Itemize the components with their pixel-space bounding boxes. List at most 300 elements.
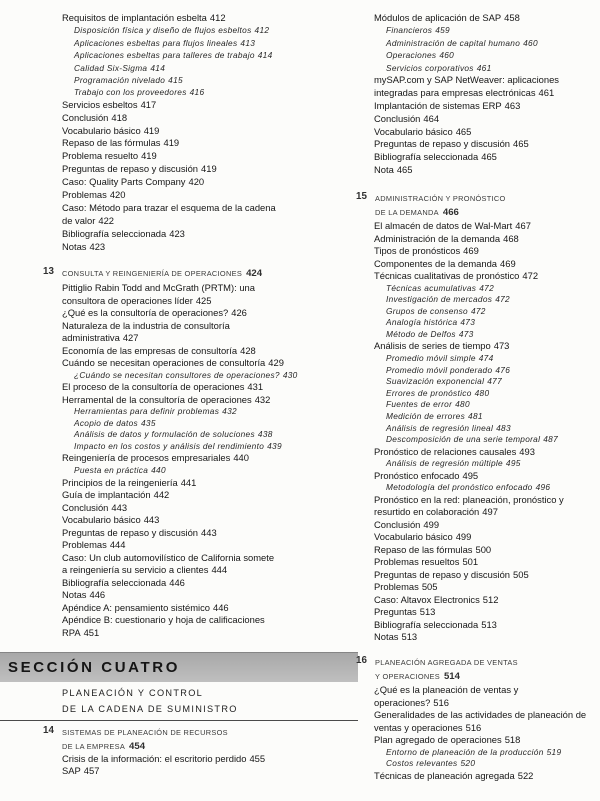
toc-entry — [374, 245, 564, 258]
entry-title: Vocabulario básico — [62, 514, 141, 526]
entry-page-number: 419 — [143, 124, 160, 136]
toc-entry — [374, 684, 586, 697]
entry-title: Método de Delfos — [386, 328, 456, 339]
entry-title: Puesta en práctica — [74, 464, 149, 475]
toc-entry — [374, 544, 564, 557]
entry-page-number: 413 — [240, 37, 256, 48]
toc-subentry — [62, 24, 276, 36]
toc-subentry — [374, 388, 564, 400]
toc-subentry — [374, 294, 564, 306]
entry-title: Conclusión — [62, 111, 109, 123]
toc-entry — [62, 753, 265, 766]
section-title-line: DE LA CADENA DE SUMINISTRO — [62, 704, 238, 714]
entry-page-number: 438 — [257, 429, 273, 440]
entry-title: Conclusión — [62, 501, 109, 513]
toc-entry — [62, 345, 298, 358]
entry-title: Programación nivelado — [74, 74, 166, 85]
section-divider — [0, 720, 358, 721]
toc-entry — [62, 282, 298, 295]
entry-title: Caso: Método para trazar el esquema de la cadena — [62, 201, 276, 213]
toc-entry — [374, 770, 586, 783]
entry-title: Promedio móvil ponderado — [386, 364, 493, 375]
toc-subentry — [62, 406, 298, 418]
toc-entry — [62, 295, 298, 308]
entry-page-number: 415 — [168, 74, 183, 85]
toc-entry — [374, 631, 564, 644]
entry-title: Medición de errores — [386, 410, 466, 421]
entry-title: Técnicas cualitativas de pronóstico — [374, 270, 520, 281]
entry-page-number: 476 — [495, 364, 511, 375]
toc-entry — [62, 99, 276, 112]
entry-page-number: 495 — [462, 469, 479, 481]
entry-page-number: 505 — [513, 568, 529, 580]
toc-entry — [374, 619, 564, 632]
entry-title: Operaciones — [386, 50, 437, 61]
entry-title: Técnicas acumulativas — [386, 282, 477, 293]
entry-title: Aplicaciones esbeltas para talleres de trabajo — [74, 50, 255, 61]
entry-page-number: 473 — [458, 328, 474, 339]
entry-page-number: 460 — [523, 37, 538, 48]
toc-entry — [62, 357, 298, 370]
toc-entry — [374, 531, 564, 544]
entry-page-number: 446 — [169, 576, 185, 588]
toc-entry — [62, 163, 276, 176]
entry-page-number: 467 — [515, 220, 531, 231]
entry-title: Pronóstico de relaciones causales — [374, 445, 517, 457]
entry-page-number: 513 — [481, 618, 497, 630]
chapter-14-entries — [62, 753, 265, 778]
entry-title: El almacén de datos de Wal-Mart — [374, 220, 513, 231]
toc-entry — [374, 494, 564, 507]
chapter-14-heading — [43, 724, 228, 752]
entry-title: Grupos de consenso — [386, 305, 468, 316]
entry-title: Guía de implantación — [62, 489, 151, 501]
entry-title: Preguntas de repaso y discusión — [62, 526, 199, 538]
chapter-number: 13 — [43, 266, 54, 277]
toc-entry — [62, 307, 298, 320]
toc-entry — [62, 241, 276, 254]
entry-page-number: 493 — [519, 445, 535, 457]
toc-subentry — [374, 49, 559, 61]
entry-page-number: 469 — [500, 257, 516, 269]
entry-title: Análisis de series de tiempo — [374, 340, 491, 352]
toc-entry — [62, 577, 298, 590]
toc-subentry — [62, 62, 276, 74]
entry-page-number: 444 — [109, 539, 126, 551]
entry-page-number: 426 — [231, 307, 247, 318]
toc-subentry — [374, 482, 564, 494]
entry-title: Repaso de las fórmulas — [374, 543, 473, 555]
entry-page-number: 480 — [455, 399, 470, 410]
toc-subentry — [374, 37, 559, 49]
toc-subentry — [62, 441, 298, 453]
entry-page-number: 444 — [211, 564, 228, 576]
entry-title: Notas — [374, 631, 399, 643]
toc-subentry — [62, 465, 298, 477]
entry-page-number: 443 — [111, 501, 128, 513]
entry-page-number: 414 — [257, 50, 273, 61]
toc-entry — [62, 564, 298, 577]
entry-page-number: 451 — [83, 626, 100, 638]
entry-title: Preguntas de repaso y discusión — [374, 138, 511, 150]
entry-title: Descomposición de una serie temporal — [386, 434, 541, 445]
entry-page-number: 495 — [505, 458, 521, 469]
entry-page-number: 500 — [475, 543, 492, 555]
entry-title: Apéndice B: cuestionario y hoja de calificaciones — [62, 614, 265, 626]
toc-entry — [62, 452, 298, 465]
entry-page-number: 481 — [468, 410, 483, 421]
chapter-page-number: 424 — [246, 268, 263, 279]
toc-entry — [374, 74, 559, 87]
entry-page-number: 429 — [268, 357, 284, 368]
entry-title: Problemas — [374, 581, 419, 593]
entry-title: Analogía histórica — [386, 317, 458, 328]
toc-entry — [62, 394, 298, 407]
toc-entry — [374, 556, 564, 569]
toc-entry — [62, 381, 298, 394]
entry-page-number: 420 — [109, 188, 126, 200]
entry-title: Caso: Altavox Electronics — [374, 593, 480, 605]
toc-entry — [62, 502, 298, 515]
chapter-13-entries — [62, 282, 298, 639]
entry-page-number: 520 — [460, 758, 476, 769]
entry-title: Conclusión — [374, 112, 421, 124]
entry-title: Análisis de datos y formulación de soluciones — [74, 429, 255, 440]
chapter-heading-line — [43, 265, 263, 279]
entry-page-number: 412 — [254, 25, 270, 36]
entry-page-number: 423 — [169, 227, 185, 239]
entry-page-number: 463 — [504, 99, 521, 111]
entry-page-number: 460 — [439, 50, 455, 61]
chapter-number: 14 — [43, 725, 54, 736]
entry-title: Herramental de la consultoría de operaciones — [62, 393, 252, 405]
entry-title: Aplicaciones esbeltas para flujos lineales — [74, 37, 238, 48]
entry-page-number: 513 — [419, 606, 436, 618]
toc-subentry — [62, 49, 276, 61]
entry-page-number: 473 — [460, 317, 476, 328]
toc-entry — [62, 112, 276, 125]
entry-title: Problema resuelto — [62, 150, 139, 162]
entry-title: Preguntas de repaso y discusión — [374, 568, 511, 580]
entry-title: consultora de operaciones líder — [62, 294, 193, 306]
entry-page-number: 474 — [478, 352, 494, 363]
toc-entry — [62, 614, 298, 627]
entry-page-number: 516 — [433, 696, 449, 708]
entry-page-number: 419 — [141, 150, 157, 162]
entry-page-number: 473 — [493, 340, 510, 352]
entry-page-number: 461 — [476, 62, 492, 73]
entry-title: Cuándo se necesitan operaciones de consultoría — [62, 357, 266, 368]
entry-page-number: 425 — [195, 294, 212, 306]
entry-title: Plan agregado de operaciones — [374, 734, 502, 745]
entry-title: Preguntas de repaso y discusión — [62, 163, 199, 175]
toc-subentry — [374, 317, 564, 329]
entry-title: Pittiglio Rabin Todd and McGrath (PRTM): una — [62, 282, 255, 293]
entry-page-number: 512 — [482, 593, 499, 605]
entry-title: Problemas — [62, 188, 107, 200]
toc-entry — [374, 220, 564, 233]
chapter-14-entries-continued — [374, 12, 559, 178]
chapter-page-number: 466 — [442, 207, 459, 218]
toc-entry — [62, 527, 298, 540]
toc-entry — [62, 589, 298, 602]
entry-page-number: 472 — [495, 294, 510, 305]
chapter-page-number: 454 — [129, 741, 146, 752]
entry-page-number: 440 — [151, 464, 166, 475]
toc-entry — [62, 489, 298, 502]
chapter-title: ADMINISTRACIÓN Y PRONÓSTICO — [375, 194, 506, 203]
entry-title: Pronóstico en la red: planeación, pronóstico y — [374, 493, 564, 505]
toc-entry — [374, 270, 564, 283]
toc-entry — [374, 697, 586, 710]
entry-title: resurtido en colaboración — [374, 506, 480, 518]
entry-page-number: 458 — [504, 11, 520, 23]
entry-page-number: 497 — [482, 506, 498, 518]
entry-title: Nota — [374, 164, 394, 176]
entry-title: Conclusión — [374, 518, 421, 530]
entry-page-number: 465 — [455, 125, 472, 137]
entry-page-number: 417 — [140, 98, 157, 110]
chapter-heading-line — [375, 668, 518, 682]
entry-page-number: 468 — [503, 232, 519, 244]
entry-page-number: 457 — [83, 765, 100, 776]
entry-title: de valor — [62, 214, 96, 226]
entry-page-number: 455 — [249, 752, 266, 764]
entry-page-number: 419 — [201, 163, 217, 175]
chapter-heading-line — [375, 204, 506, 218]
entry-title: Vocabulario básico — [374, 125, 453, 137]
entry-page-number: 446 — [89, 589, 106, 601]
toc-entry — [62, 125, 276, 138]
entry-page-number: 483 — [496, 422, 511, 433]
toc-entry — [374, 151, 559, 164]
toc-entry — [374, 606, 564, 619]
toc-entry — [374, 164, 559, 177]
toc-subentry — [374, 365, 564, 377]
toc-entry — [374, 12, 559, 25]
entry-page-number: 446 — [213, 601, 229, 613]
entry-page-number: 496 — [535, 482, 551, 493]
entry-title: Problemas resueltos — [374, 556, 460, 568]
toc-subentry — [374, 306, 564, 318]
entry-page-number: 477 — [487, 376, 502, 387]
entry-page-number: 432 — [222, 406, 237, 417]
entry-page-number: 430 — [282, 369, 298, 380]
toc-entry — [62, 150, 276, 163]
entry-page-number: 465 — [481, 151, 497, 163]
entry-title: El proceso de la consultoría de operaciones — [62, 381, 245, 393]
toc-subentry — [374, 458, 564, 470]
toc-subentry — [374, 329, 564, 341]
toc-entry — [62, 189, 276, 202]
toc-entry — [62, 228, 276, 241]
entry-page-number: 443 — [143, 514, 160, 526]
entry-page-number: 465 — [396, 164, 413, 176]
entry-title: Suavización exponencial — [386, 376, 485, 387]
entry-title: Técnicas de planeación agregada — [374, 769, 515, 781]
entry-page-number: 519 — [546, 746, 562, 757]
toc-entry — [62, 477, 298, 490]
toc-subentry — [374, 434, 564, 446]
entry-title: Errores de pronóstico — [386, 387, 472, 398]
entry-title: integradas para empresas electrónicas — [374, 86, 536, 98]
toc-subentry — [62, 418, 298, 430]
toc-subentry — [374, 399, 564, 411]
entry-title: Bibliografía seleccionada — [62, 227, 167, 239]
entry-page-number: 522 — [517, 769, 534, 781]
entry-page-number: 499 — [423, 518, 440, 530]
toc-entry — [374, 138, 559, 151]
entry-title: Caso: Un club automovilístico de California somete — [62, 551, 275, 563]
toc-entry — [374, 87, 559, 100]
entry-page-number: 459 — [435, 25, 450, 36]
entry-title: Análisis de regresión lineal — [386, 422, 494, 433]
entry-page-number: 423 — [89, 240, 106, 252]
entry-title: Promedio móvil simple — [386, 352, 476, 363]
entry-title: Administración de la demanda — [374, 232, 501, 244]
toc-entry — [374, 581, 564, 594]
entry-title: ¿Qué es la planeación de ventas y — [374, 684, 519, 695]
chapter-title: DE LA EMPRESA — [62, 742, 126, 751]
entry-title: ¿Qué es la consultoría de operaciones? — [62, 307, 229, 318]
toc-entry — [62, 514, 298, 527]
entry-title: Repaso de las fórmulas — [62, 137, 161, 149]
toc-subentry — [374, 747, 586, 759]
toc-entry — [374, 506, 564, 519]
toc-entry — [62, 765, 265, 778]
entry-title: Bibliografía seleccionada — [374, 151, 479, 163]
chapter-13-heading — [43, 265, 263, 279]
entry-title: Acopio de datos — [74, 417, 139, 428]
entry-title: Administración de capital humano — [386, 37, 521, 48]
entry-page-number: 418 — [111, 111, 128, 123]
toc-subentry — [374, 353, 564, 365]
entry-page-number: 505 — [421, 581, 438, 593]
entry-page-number: 472 — [470, 305, 486, 316]
entry-page-number: 412 — [209, 11, 226, 23]
entry-page-number: 499 — [455, 531, 472, 543]
entry-title: RPA — [62, 626, 81, 638]
toc-subentry — [62, 429, 298, 441]
entry-title: Disposición física y diseño de flujos esbeltos — [74, 25, 252, 36]
chapter-heading-line — [62, 738, 228, 752]
entry-page-number: 513 — [401, 631, 418, 643]
entry-title: Servicios esbeltos — [62, 98, 138, 110]
entry-title: Vocabulario básico — [374, 531, 453, 543]
entry-page-number: 414 — [150, 62, 166, 73]
entry-title: Trabajo con los proveedores — [74, 87, 187, 98]
toc-entry — [62, 627, 298, 640]
entry-page-number: 443 — [201, 526, 217, 538]
chapter-16-heading — [356, 654, 518, 682]
chapter-16-entries — [374, 684, 586, 782]
entry-page-number: 461 — [538, 86, 555, 98]
toc-entry — [374, 709, 586, 722]
chapter-number: 15 — [356, 191, 367, 202]
entry-title: Requisitos de implantación esbelta — [62, 11, 207, 23]
entry-page-number: 439 — [267, 440, 282, 451]
entry-page-number: 428 — [240, 344, 256, 356]
entry-title: Componentes de la demanda — [374, 257, 498, 269]
entry-page-number: 469 — [463, 245, 479, 256]
entry-title: Economía de las empresas de consultoría — [62, 344, 238, 356]
toc-entry — [374, 340, 564, 353]
entry-title: Fuentes de error — [386, 399, 453, 410]
entry-title: Problemas — [62, 539, 107, 551]
toc-subentry — [62, 74, 276, 86]
toc-entry — [374, 734, 586, 747]
chapter-15-entries — [374, 220, 564, 644]
entry-page-number: 487 — [543, 434, 558, 445]
entry-page-number: 441 — [180, 476, 197, 488]
section-banner — [0, 652, 358, 682]
entry-title: Servicios corporativos — [386, 62, 474, 73]
chapter-title: DE LA DEMANDA — [375, 208, 439, 217]
toc-entry — [374, 722, 586, 735]
toc-subentry — [62, 370, 298, 382]
entry-page-number: 416 — [189, 87, 205, 98]
chapter-15-heading — [356, 190, 506, 218]
entry-page-number: 518 — [504, 734, 521, 745]
toc-subentry — [374, 283, 564, 295]
entry-title: Módulos de aplicación de SAP — [374, 11, 502, 23]
toc-entry — [62, 552, 298, 565]
entry-title: Costos relevantes — [386, 758, 458, 769]
entry-title: Reingeniería de procesos empresariales — [62, 452, 231, 464]
entry-title: Entorno de planeación de la producción — [386, 746, 544, 757]
chapter-heading-line — [356, 654, 518, 668]
entry-page-number: 419 — [163, 137, 180, 149]
entry-title: Análisis de regresión múltiple — [386, 458, 503, 469]
entry-title: Principios de la reingeniería — [62, 476, 178, 488]
entry-title: ¿Cuándo se necesitan consultores de operaciones? — [74, 369, 280, 380]
chapter-title: PLANEACIÓN AGREGADA DE VENTAS — [375, 658, 518, 667]
entry-page-number: 465 — [513, 138, 529, 150]
toc-entry — [62, 137, 276, 150]
entry-title: Tipos de pronósticos — [374, 245, 461, 256]
toc-entry — [374, 258, 564, 271]
entry-title: Crisis de la información: el escritorio perdido — [62, 752, 247, 764]
entry-page-number: 427 — [122, 332, 139, 343]
entry-page-number: 422 — [98, 214, 115, 226]
entry-title: operaciones? — [374, 696, 431, 708]
entry-title: Pronóstico enfocado — [374, 469, 460, 481]
entry-title: Calidad Six-Sigma — [74, 62, 148, 73]
entry-title: Investigación de mercados — [386, 294, 493, 305]
entry-title: Metodología del pronóstico enfocado — [386, 482, 533, 493]
chapter-number: 16 — [356, 655, 367, 666]
toc-subentry — [62, 86, 276, 98]
entry-title: Vocabulario básico — [62, 124, 141, 136]
entry-page-number: 435 — [141, 417, 156, 428]
entry-title: SAP — [62, 765, 81, 776]
entry-title: Notas — [62, 240, 87, 252]
toc-subentry — [374, 758, 586, 770]
entry-title: Implantación de sistemas ERP — [374, 99, 502, 111]
entry-title: Notas — [62, 589, 87, 601]
entry-page-number: 420 — [188, 176, 205, 188]
toc-entry — [62, 215, 276, 228]
toc-entry — [374, 519, 564, 532]
toc-entry — [62, 176, 276, 189]
toc-entry — [374, 126, 559, 139]
section-title-line: PLANEACIÓN Y CONTROL — [62, 688, 204, 698]
entry-title: a reingeniería su servicio a clientes — [62, 564, 209, 576]
entry-title: Caso: Quality Parts Company — [62, 176, 186, 188]
section-title — [62, 685, 238, 717]
entry-title: Bibliografía seleccionada — [62, 576, 167, 588]
entry-page-number: 472 — [522, 270, 539, 281]
